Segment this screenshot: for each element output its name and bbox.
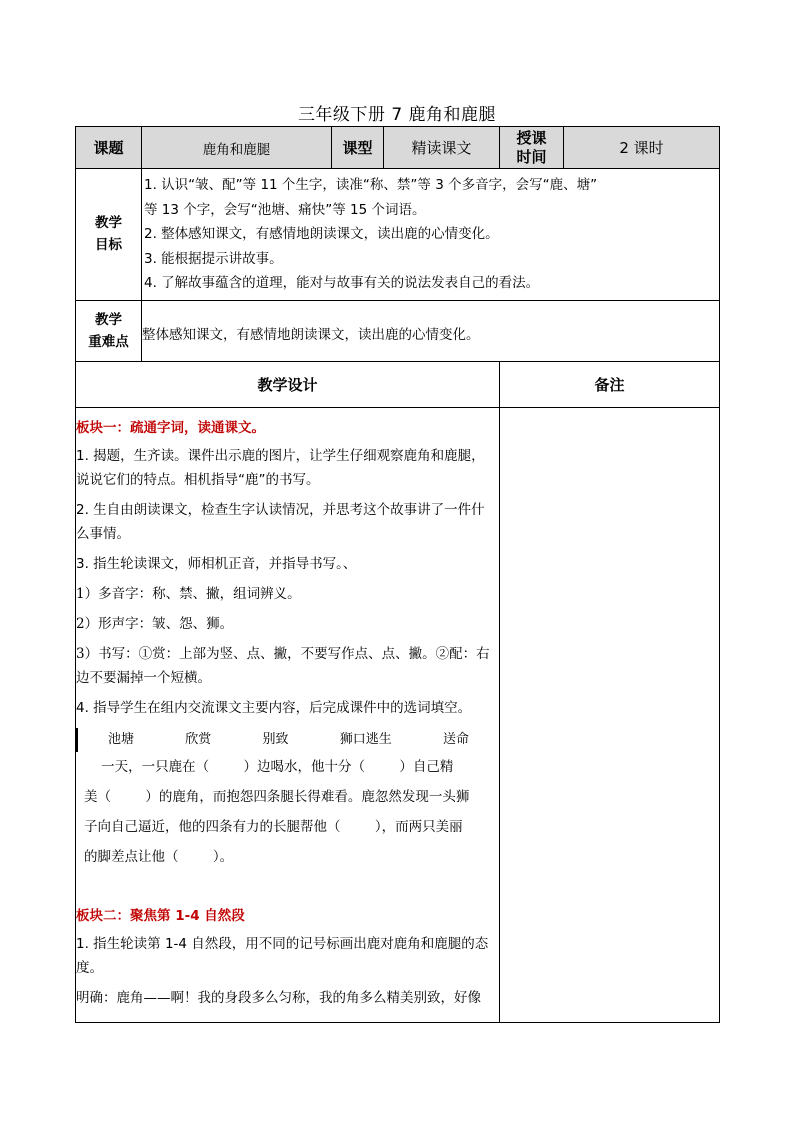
notes-header: 备注 — [500, 361, 720, 407]
section1-title: 板块一：疏通字词，读通课文。 — [76, 419, 265, 436]
word-bank-item: 欣赏 — [185, 731, 212, 747]
objectives-label-line1: 教学 — [95, 215, 122, 232]
objectives-label — [76, 169, 142, 301]
design-content — [76, 407, 500, 1022]
section1-line: 3. 指生轮读课文，师相机正音，并指导书写。、 — [76, 555, 357, 572]
time-value: 2 课时 — [564, 127, 720, 169]
type-label: 课型 — [332, 127, 384, 169]
key-points-label-line2: 重难点 — [88, 333, 129, 350]
section1-line: 么事情。 — [76, 525, 130, 542]
section2-title: 板块二：聚焦第 1-4 自然段 — [76, 907, 245, 924]
section2-line: 明确：鹿角——啊！我的身段多么匀称，我的角多么精美别致，好像 — [76, 989, 481, 1006]
design-content-row — [76, 407, 720, 1022]
section1-line: 1）多音字：称、禁、撇，组词辨义。 — [76, 585, 301, 602]
document-title: 三年级下册 7 鹿角和鹿腿 — [297, 105, 497, 125]
word-bank-item: 池塘 — [108, 731, 135, 747]
key-points-content: 整体感知课文，有感情地朗读课文，读出鹿的心情变化。 — [142, 300, 720, 361]
fill-blank-line: 子向自己逼近，他的四条有力的长腿帮他（ ），而两只美丽 — [84, 818, 463, 835]
time-label-line1: 授课 — [516, 128, 547, 147]
section1-line: 边不要漏掉一个短横。 — [76, 669, 211, 686]
lesson-plan-table — [75, 126, 720, 1023]
section1-line: 说说它们的特点。相机指导“鹿”的书写。 — [76, 471, 320, 488]
objective-line: 4. 了解故事蕴含的道理，能对与故事有关的说法发表自己的看法。 — [144, 275, 540, 291]
type-value: 精读课文 — [384, 127, 500, 169]
key-points-row — [76, 300, 720, 361]
fill-blank-line: 的脚差点让他（ ）。 — [84, 848, 234, 865]
section1-line: 3）书写：①赏：上部为竖、点、撇，不要写作点、点、撇。②配：右 — [76, 645, 490, 662]
notes-column — [500, 407, 720, 1022]
objective-line: 等 13 个字，会写“池塘、痛快”等 15 个词语。 — [144, 201, 426, 218]
topic-value: 鹿角和鹿腿 — [142, 127, 332, 169]
section1-line: 2）形声字：皱、怨、狮。 — [76, 615, 234, 632]
design-header-row — [76, 361, 720, 407]
objective-line: 1. 认识“皱、配”等 11 个生字，读准“称、禁”等 3 个多音字，会写“鹿、塘” — [144, 177, 598, 193]
objective-line: 3. 能根据提示讲故事。 — [144, 250, 283, 267]
word-bank-item: 送命 — [442, 731, 469, 747]
word-bank-item: 别致 — [262, 731, 289, 747]
section1-line: 1. 揭题，生齐读。课件出示鹿的图片，让学生仔细观察鹿角和鹿腿， — [76, 447, 485, 464]
objectives-label-line2: 目标 — [95, 237, 122, 254]
time-label — [500, 127, 564, 169]
key-points-label — [76, 300, 142, 361]
fill-blank-line: 美（ ）的鹿角，而抱怨四条腿长得难看。鹿忽然发现一头狮 — [84, 788, 470, 805]
fill-blank-line: 一天，一只鹿在（ ）边喝水，他十分（ ）自己精 — [84, 758, 454, 775]
objectives-row — [76, 169, 720, 301]
section1-line: 4. 指导学生在组内交流课文主要内容，后完成课件中的选词填空。 — [76, 699, 472, 716]
design-header: 教学设计 — [76, 361, 500, 407]
section2-line: 度。 — [76, 959, 103, 976]
word-bank-item: 狮口逃生 — [339, 731, 392, 747]
objective-line: 2. 整体感知课文，有感情地朗读课文，读出鹿的心情变化。 — [144, 226, 499, 242]
word-bank — [76, 728, 499, 752]
objectives-content — [142, 169, 720, 301]
section1-line: 2. 生自由朗读课文，检查生字认读情况，并思考这个故事讲了一件什 — [76, 501, 485, 518]
header-row — [76, 127, 720, 169]
topic-label: 课题 — [76, 127, 142, 169]
section2-line: 1. 指生轮读第 1-4 自然段，用不同的记号标画出鹿对鹿角和鹿腿的态 — [76, 935, 489, 952]
time-label-line2: 时间 — [516, 147, 547, 166]
key-points-label-line1: 教学 — [95, 311, 122, 328]
